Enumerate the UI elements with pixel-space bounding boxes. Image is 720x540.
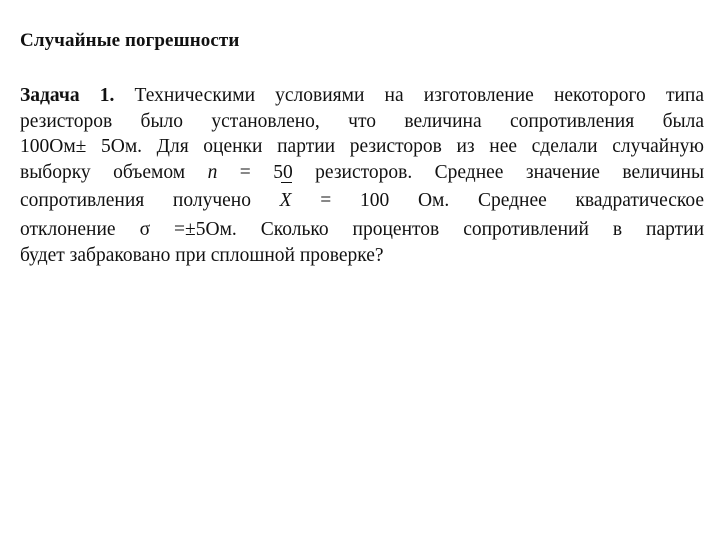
task-text-segment: Ом. Среднее квадратическое (417, 190, 705, 212)
formula-x-value: 100 (360, 190, 390, 212)
task-label: Задача 1. (20, 85, 115, 106)
page-title: Случайные погрешности (20, 30, 240, 51)
task-text-segment: резисторов. Среднее значение величины (315, 161, 705, 183)
formula-n-var: n (207, 161, 218, 183)
formula-n (208, 162, 293, 183)
formula-x (280, 190, 390, 211)
formula-x-op: = (320, 190, 332, 212)
formula-sigma-op: = (174, 219, 186, 241)
formula-n-op: = (239, 161, 251, 183)
task-line-1 (20, 83, 704, 109)
formula-x-var: X (280, 185, 292, 217)
task-text-segment: Техническими условиями на изготовление некоторого типа (134, 85, 704, 106)
task-text-segment: отклонение (20, 219, 116, 241)
task-line-5 (20, 185, 704, 217)
formula-sigma (140, 219, 206, 240)
formula-sigma-var: σ (139, 219, 151, 241)
formula-sigma-value: ±5 (185, 219, 206, 241)
task-text-segment: Ом. Сколько процентов сопротивлений в партии (205, 219, 704, 241)
task-line-4 (20, 160, 704, 186)
formula-n-value: 50 (273, 161, 293, 183)
task-line-3: 100Ом± 5Ом. Для оценки партии резисторов из нее сделали случайную (20, 136, 704, 158)
task-text-segment: выборку объемом (20, 161, 186, 183)
task-1-text (20, 83, 704, 269)
task-line-7: будет забраковано при сплошной проверке? (20, 244, 384, 266)
task-text-segment: сопротивления получено (20, 190, 251, 212)
task-line-2: резисторов было установлено, что величина сопротивления была (20, 110, 704, 132)
task-line-6 (20, 217, 704, 243)
